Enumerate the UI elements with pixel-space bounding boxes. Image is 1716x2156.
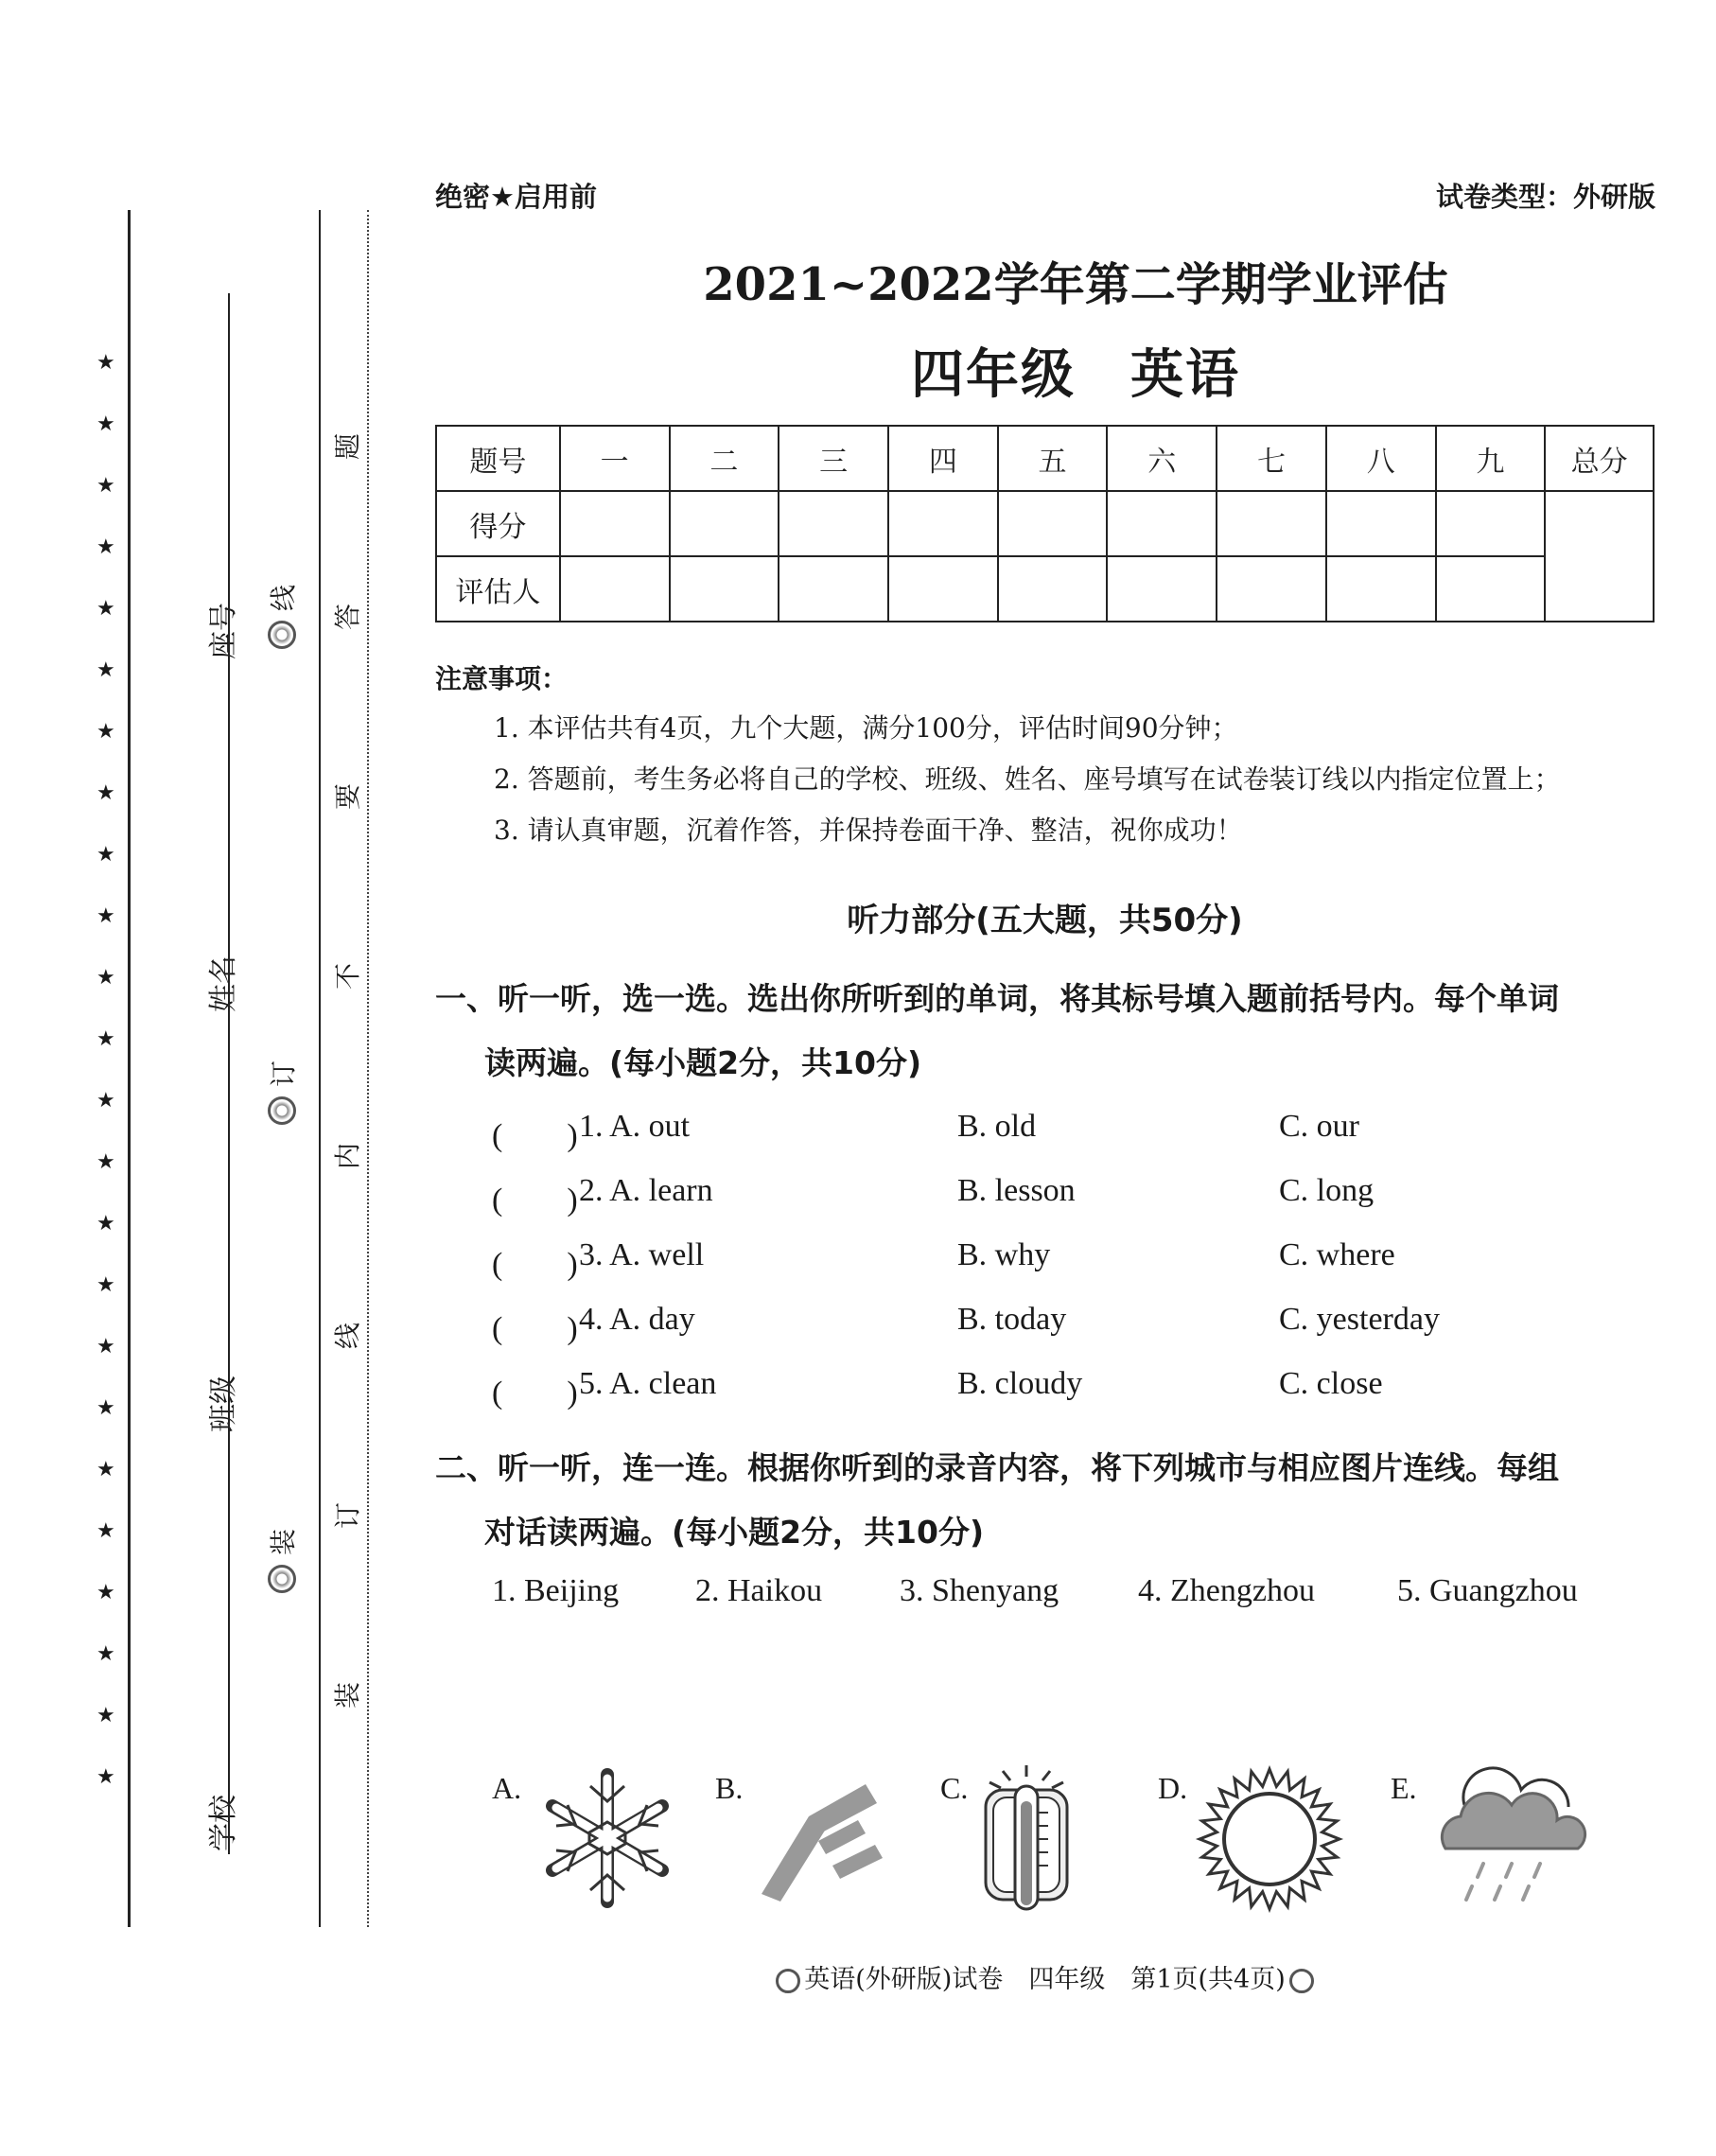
score-header-cell: 七	[1217, 426, 1326, 491]
answer-paren[interactable]: ( )	[492, 1118, 578, 1153]
option-c: C. yesterday	[1279, 1302, 1440, 1337]
question-1-title: 一、听一听，选一选。选出你所听到的单词，将其标号填入题前括号内。每个单词 读两遍。(每小题2分，共10分)	[435, 980, 1559, 1081]
binding-star: ★	[96, 1027, 115, 1051]
answer-paren[interactable]: ( )	[492, 1376, 578, 1411]
grader-row-label: 评估人	[436, 556, 560, 622]
binding-star: ★	[96, 966, 115, 990]
binding-star: ★	[96, 1519, 115, 1543]
score-row-label: 得分	[436, 491, 560, 556]
score-header-cell: 五	[998, 426, 1108, 491]
score-cell[interactable]	[1436, 491, 1546, 556]
seal-order: 订	[268, 1055, 296, 1125]
score-header-cell: 六	[1107, 426, 1217, 491]
grader-cell[interactable]	[1107, 556, 1217, 622]
seal-icon	[268, 621, 296, 649]
total-score-cell[interactable]	[1545, 491, 1654, 622]
seal-icon	[268, 1096, 296, 1125]
grader-cell[interactable]	[1326, 556, 1436, 622]
city-item[interactable]: 4. Zhengzhou	[1138, 1573, 1315, 1608]
thermometer-hot-icon[interactable]	[974, 1763, 1078, 1915]
warning-word: 不	[332, 962, 364, 990]
binding-star: ★	[96, 658, 115, 682]
warning-word: 订	[332, 1501, 364, 1530]
option-b: B. today	[957, 1302, 1067, 1337]
option-a: 3. A. well	[579, 1237, 705, 1272]
score-header-cell: 题号	[436, 426, 560, 491]
score-header-cell: 二	[670, 426, 779, 491]
option-c: C. where	[1279, 1237, 1395, 1272]
exam-title: 2021~2022学年第二学期学业评估	[703, 258, 1448, 311]
note-item: 1. 本评估共有4页，九个大题，满分100分，评估时间90分钟；	[494, 712, 1238, 744]
warning-word: 答	[332, 603, 364, 631]
binding-dotted-line	[367, 210, 369, 1927]
picture-label: E.	[1391, 1771, 1417, 1805]
binding-star: ★	[96, 597, 115, 621]
class-line[interactable]	[228, 1097, 230, 1476]
score-header-cell: 九	[1436, 426, 1546, 491]
name-line[interactable]	[228, 719, 230, 1097]
seat-number-line[interactable]	[228, 293, 230, 719]
picture-label: B.	[715, 1771, 744, 1805]
list-item	[492, 1237, 1665, 1285]
binding-star: ★	[96, 1089, 115, 1113]
score-cell[interactable]	[888, 491, 998, 556]
school-line[interactable]	[228, 1476, 230, 1854]
picture-label: C.	[940, 1771, 969, 1805]
score-row	[436, 491, 1654, 556]
binding-star: ★	[96, 474, 115, 498]
city-item[interactable]: 1. Beijing	[492, 1573, 620, 1608]
binding-star: ★	[96, 351, 115, 375]
class-label: 班级	[207, 1376, 240, 1432]
page-footer: 英语(外研版)试卷 四年级 第1页(共4页)	[435, 1958, 1655, 1995]
score-cell[interactable]	[1217, 491, 1326, 556]
score-table-header-row	[436, 426, 1654, 491]
option-c: C. long	[1279, 1173, 1375, 1208]
binding-star: ★	[96, 843, 115, 867]
score-header-cell: 四	[888, 426, 998, 491]
binding-star: ★	[96, 1642, 115, 1666]
exam-subtitle: 四年级 英语	[911, 343, 1240, 406]
city-item[interactable]: 5. Guangzhou	[1397, 1573, 1578, 1608]
cloud-rain-icon[interactable]	[1427, 1758, 1587, 1909]
seal-bind: 装	[268, 1523, 296, 1593]
warning-word: 题	[332, 432, 364, 461]
binding-star: ★	[96, 1458, 115, 1481]
option-b: B. why	[957, 1237, 1051, 1272]
grader-cell[interactable]	[670, 556, 779, 622]
binding-star: ★	[96, 781, 115, 805]
seal-icon	[1289, 1969, 1314, 1993]
answer-paren[interactable]: ( )	[492, 1183, 578, 1218]
grader-cell[interactable]	[779, 556, 888, 622]
list-item	[492, 1173, 1665, 1220]
binding-star: ★	[96, 1581, 115, 1604]
list-item	[492, 1109, 1665, 1156]
binding-star: ★	[96, 535, 115, 559]
windy-icon[interactable]	[752, 1771, 903, 1903]
seat-number-label: 座号	[207, 603, 240, 659]
score-cell[interactable]	[998, 491, 1108, 556]
listening-section-title: 听力部分(五大题，共50分)	[847, 902, 1243, 939]
note-item: 3. 请认真审题，沉着作答，并保持卷面干净、整洁，祝你成功！	[494, 815, 1243, 846]
binding-star: ★	[96, 1765, 115, 1789]
option-c: C. close	[1279, 1366, 1383, 1401]
grader-cell[interactable]	[560, 556, 670, 622]
score-header-cell: 一	[560, 426, 670, 491]
option-b: B. lesson	[957, 1173, 1076, 1208]
binding-star: ★	[96, 1704, 115, 1727]
binding-star: ★	[96, 1212, 115, 1236]
score-header-cell: 总分	[1545, 426, 1654, 491]
grader-row	[436, 556, 1654, 622]
binding-outer-line	[128, 210, 131, 1927]
sun-icon[interactable]	[1194, 1765, 1345, 1913]
question-2-title: 二、听一听，连一连。根据你听到的录音内容，将下列城市与相应图片连线。每组 对话读两遍。(每小题2分，共10分)	[435, 1449, 1559, 1551]
grader-cell[interactable]	[998, 556, 1108, 622]
list-item	[492, 1302, 1665, 1349]
note-item: 2. 答题前，考生务必将自己的学校、班级、姓名、座号填写在试卷装订线以内指定位置上；	[494, 763, 1561, 795]
option-a: 2. A. learn	[579, 1173, 713, 1208]
score-header-cell: 三	[779, 426, 888, 491]
binding-star: ★	[96, 1150, 115, 1174]
option-b: B. old	[957, 1109, 1037, 1144]
score-table	[435, 425, 1655, 622]
paper-type-label: 试卷类型：外研版	[1435, 181, 1655, 213]
binding-star: ★	[96, 1273, 115, 1297]
snowflake-icon[interactable]	[532, 1767, 683, 1909]
binding-inner-line	[319, 210, 321, 1927]
notes-title: 注意事项：	[435, 663, 569, 694]
warning-word: 线	[332, 1322, 364, 1350]
option-a: 1. A. out	[579, 1109, 691, 1144]
warning-word: 装	[332, 1681, 364, 1709]
warning-word: 要	[332, 782, 364, 811]
seal-line: 线	[268, 579, 296, 649]
answer-paren[interactable]: ( )	[492, 1247, 578, 1282]
binding-star: ★	[96, 412, 115, 436]
picture-label: A.	[492, 1771, 522, 1805]
score-header-cell: 八	[1326, 426, 1436, 491]
grader-cell[interactable]	[1436, 556, 1546, 622]
binding-star: ★	[96, 720, 115, 744]
seal-icon	[268, 1565, 296, 1593]
option-a: 4. A. day	[579, 1302, 695, 1337]
option-b: B. cloudy	[957, 1366, 1083, 1401]
seal-icon	[776, 1969, 800, 1993]
score-cell[interactable]	[560, 491, 670, 556]
option-c: C. our	[1279, 1109, 1359, 1144]
school-label: 学校	[207, 1795, 240, 1851]
score-cell[interactable]	[670, 491, 779, 556]
list-item	[492, 1366, 1665, 1413]
city-item[interactable]: 2. Haikou	[695, 1573, 823, 1608]
binding-star: ★	[96, 1335, 115, 1358]
score-cell[interactable]	[1107, 491, 1217, 556]
binding-star: ★	[96, 904, 115, 928]
city-item[interactable]: 3. Shenyang	[900, 1573, 1059, 1608]
score-cell[interactable]	[779, 491, 888, 556]
score-cell[interactable]	[1326, 491, 1436, 556]
grader-cell[interactable]	[1217, 556, 1326, 622]
picture-label: D.	[1158, 1771, 1188, 1805]
name-label: 姓名	[207, 955, 240, 1012]
option-a: 5. A. clean	[579, 1366, 717, 1401]
grader-cell[interactable]	[888, 556, 998, 622]
confidential-label: 绝密★启用前	[435, 181, 597, 213]
warning-word: 内	[332, 1142, 364, 1170]
answer-paren[interactable]: ( )	[492, 1311, 578, 1346]
binding-star: ★	[96, 1396, 115, 1420]
